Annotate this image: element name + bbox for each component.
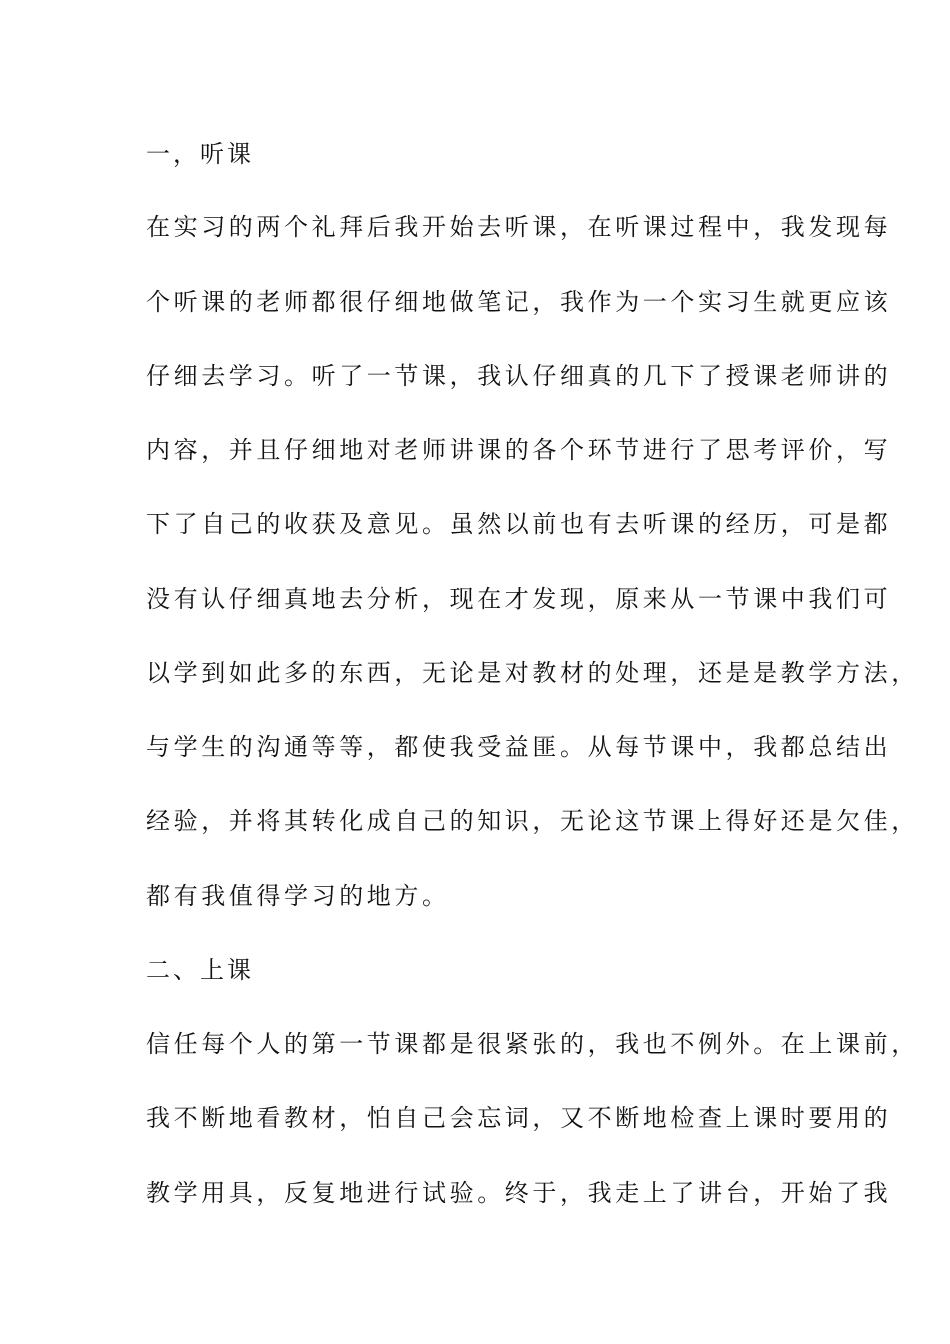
paragraph-line: 经验，并将其转化成自己的知识，无论这节课上得好还是欠佳， bbox=[146, 807, 919, 835]
section-heading-teaching: 二、上课 bbox=[146, 956, 254, 984]
paragraph-line: 与学生的沟通等等，都使我受益匪。从每节课中，我都总结出 bbox=[146, 733, 892, 761]
paragraph-line: 个听课的老师都很仔细地做笔记，我作为一个实习生就更应该 bbox=[146, 288, 892, 316]
paragraph-line: 仔细去学习。听了一节课，我认仔细真的几下了授课老师讲的 bbox=[146, 362, 892, 390]
paragraph-line: 以学到如此多的东西，无论是对教材的处理，还是是教学方法， bbox=[146, 659, 919, 687]
paragraph-line: 都有我值得学习的地方。 bbox=[146, 882, 450, 910]
paragraph-line: 在实习的两个礼拜后我开始去听课，在听课过程中，我发现每 bbox=[146, 213, 892, 241]
paragraph-line: 内容，并且仔细地对老师讲课的各个环节进行了思考评价，写 bbox=[146, 436, 892, 464]
paragraph-line: 下了自己的收获及意见。虽然以前也有去听课的经历，可是都 bbox=[146, 510, 892, 538]
paragraph-line: 没有认仔细真地去分析，现在才发现，原来从一节课中我们可 bbox=[146, 585, 892, 613]
paragraph-line: 我不断地看教材，怕自己会忘词，又不断地检查上课时要用的 bbox=[146, 1104, 892, 1132]
section-heading-listening: 一，听课 bbox=[146, 140, 254, 168]
paragraph-line: 信任每个人的第一节课都是很紧张的，我也不例外。在上课前， bbox=[146, 1030, 919, 1058]
paragraph-line: 教学用具，反复地进行试验。终于，我走上了讲台，开始了我 bbox=[146, 1179, 892, 1207]
